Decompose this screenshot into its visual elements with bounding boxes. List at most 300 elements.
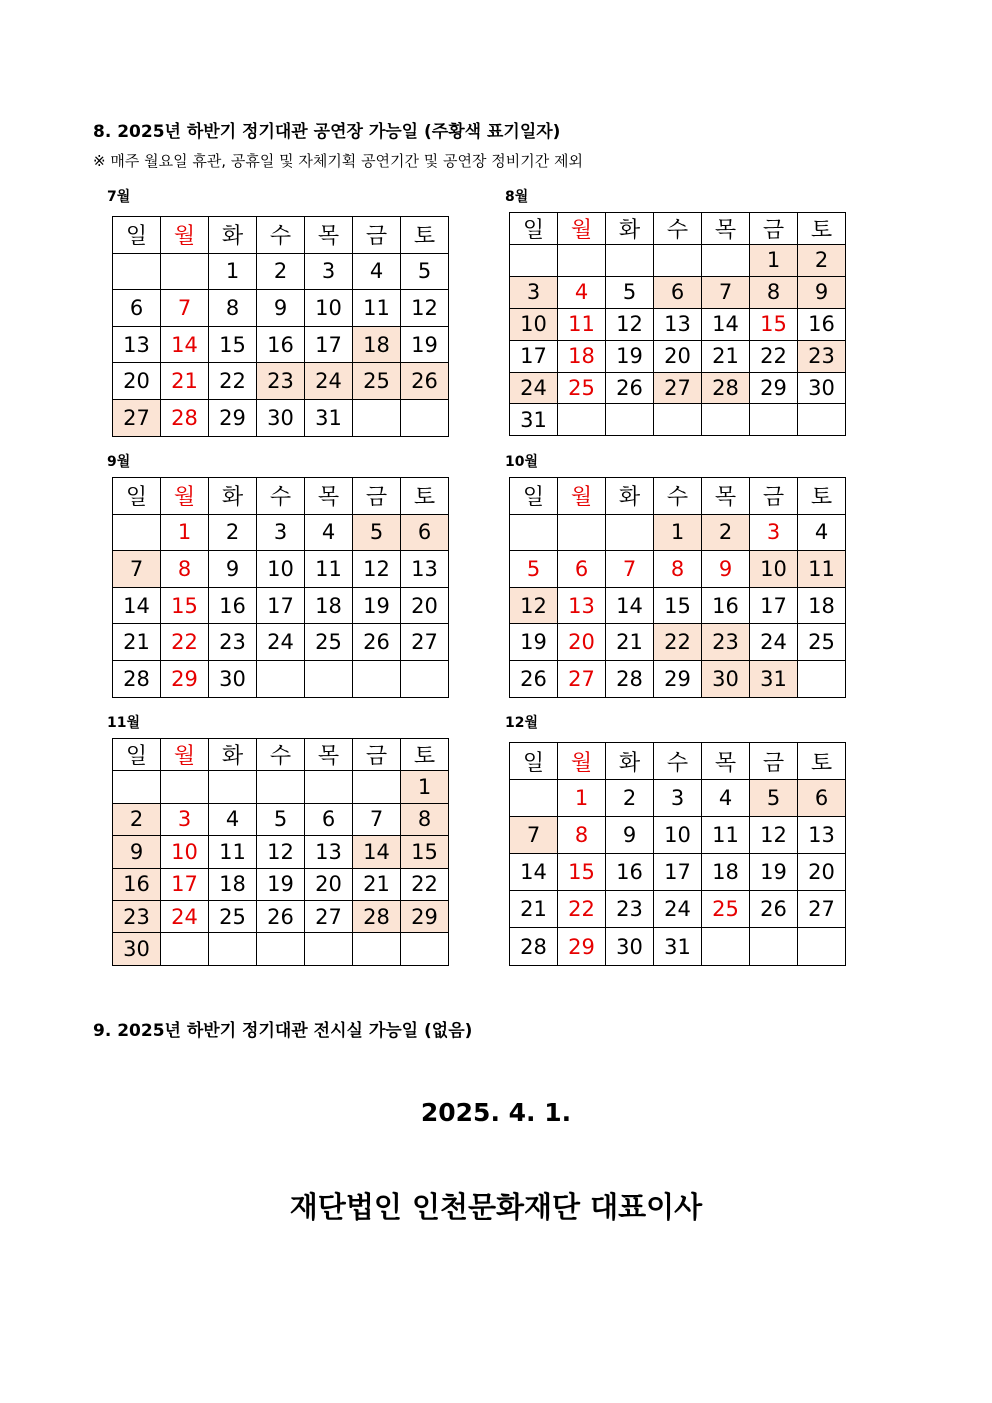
empty-day-cell (161, 933, 209, 965)
day-cell: 11 (353, 290, 401, 327)
empty-day-cell (702, 404, 750, 436)
day-cell: 22 (209, 363, 257, 400)
weekday-header-row (113, 739, 449, 771)
day-cell: 3 (750, 514, 798, 551)
empty-day-cell (209, 771, 257, 803)
day-cell: 17 (510, 340, 558, 372)
day-cell: 12 (606, 308, 654, 340)
weekday-header: 토 (798, 213, 846, 245)
week-row (510, 891, 846, 928)
day-cell: 30 (209, 660, 257, 697)
day-cell: 2 (702, 514, 750, 551)
weekday-header: 토 (401, 739, 449, 771)
week-row (113, 363, 449, 400)
day-cell: 13 (798, 817, 846, 854)
day-cell: 3 (510, 276, 558, 308)
week-row (510, 551, 846, 588)
day-cell: 15 (654, 587, 702, 624)
section-8-title: 8. 2025년 하반기 정기대관 공연장 가능일 (주황색 표기일자) (93, 122, 561, 142)
weekday-header: 월 (558, 478, 606, 515)
day-cell: 1 (401, 771, 449, 803)
empty-day-cell (558, 514, 606, 551)
day-cell: 17 (305, 326, 353, 363)
day-cell: 18 (702, 854, 750, 891)
day-cell: 12 (353, 551, 401, 588)
empty-day-cell (606, 514, 654, 551)
day-cell: 19 (353, 587, 401, 624)
day-cell: 13 (113, 326, 161, 363)
weekday-header: 화 (209, 478, 257, 515)
week-row (113, 399, 449, 436)
day-cell: 15 (161, 587, 209, 624)
week-row (113, 514, 449, 551)
empty-day-cell (113, 253, 161, 290)
empty-day-cell (654, 245, 702, 277)
day-cell: 30 (606, 928, 654, 965)
weekday-header: 목 (305, 217, 353, 254)
weekday-header: 화 (606, 743, 654, 780)
day-cell: 8 (209, 290, 257, 327)
empty-day-cell (161, 253, 209, 290)
day-cell: 4 (702, 780, 750, 817)
week-row (113, 253, 449, 290)
day-cell: 17 (161, 868, 209, 900)
day-cell: 29 (161, 660, 209, 697)
day-cell: 8 (401, 803, 449, 835)
day-cell: 8 (161, 551, 209, 588)
week-row (113, 771, 449, 803)
day-cell: 19 (606, 340, 654, 372)
day-cell: 6 (401, 514, 449, 551)
day-cell: 1 (654, 514, 702, 551)
day-cell: 12 (510, 587, 558, 624)
weekday-header: 일 (113, 478, 161, 515)
weekday-header: 월 (161, 739, 209, 771)
day-cell: 27 (401, 624, 449, 661)
day-cell: 23 (257, 363, 305, 400)
day-cell: 23 (209, 624, 257, 661)
day-cell: 18 (798, 587, 846, 624)
calendar-august (509, 212, 846, 436)
weekday-header: 수 (257, 217, 305, 254)
day-cell: 1 (558, 780, 606, 817)
weekday-header-row (113, 478, 449, 515)
day-cell: 11 (702, 817, 750, 854)
day-cell: 25 (353, 363, 401, 400)
weekday-header: 토 (798, 743, 846, 780)
day-cell: 12 (257, 836, 305, 868)
weekday-header-row (510, 478, 846, 515)
empty-day-cell (750, 404, 798, 436)
day-cell: 31 (654, 928, 702, 965)
empty-day-cell (353, 933, 401, 965)
empty-day-cell (257, 933, 305, 965)
day-cell: 5 (353, 514, 401, 551)
day-cell: 23 (702, 624, 750, 661)
day-cell: 9 (209, 551, 257, 588)
day-cell: 23 (606, 891, 654, 928)
day-cell: 27 (798, 891, 846, 928)
weekday-header: 수 (257, 739, 305, 771)
day-cell: 28 (606, 660, 654, 697)
weekday-header: 일 (510, 743, 558, 780)
day-cell: 20 (305, 868, 353, 900)
day-cell: 6 (654, 276, 702, 308)
empty-day-cell (558, 245, 606, 277)
week-row (510, 372, 846, 404)
day-cell: 2 (209, 514, 257, 551)
day-cell: 22 (558, 891, 606, 928)
day-cell: 3 (161, 803, 209, 835)
day-cell: 24 (750, 624, 798, 661)
empty-day-cell (606, 245, 654, 277)
day-cell: 3 (305, 253, 353, 290)
day-cell: 11 (209, 836, 257, 868)
week-row (113, 836, 449, 868)
day-cell: 14 (606, 587, 654, 624)
day-cell: 13 (305, 836, 353, 868)
weekday-header: 토 (401, 478, 449, 515)
day-cell: 2 (606, 780, 654, 817)
day-cell: 29 (750, 372, 798, 404)
week-row (510, 817, 846, 854)
month-label-july: 7월 (107, 189, 131, 205)
day-cell: 5 (257, 803, 305, 835)
weekday-header: 목 (702, 478, 750, 515)
day-cell: 29 (209, 399, 257, 436)
week-row (113, 624, 449, 661)
empty-day-cell (654, 404, 702, 436)
day-cell: 29 (401, 900, 449, 932)
day-cell: 23 (798, 340, 846, 372)
day-cell: 9 (798, 276, 846, 308)
day-cell: 14 (702, 308, 750, 340)
day-cell: 7 (510, 817, 558, 854)
weekday-header: 월 (558, 213, 606, 245)
week-row (510, 780, 846, 817)
day-cell: 25 (209, 900, 257, 932)
day-cell: 13 (401, 551, 449, 588)
empty-day-cell (510, 514, 558, 551)
day-cell: 9 (257, 290, 305, 327)
empty-day-cell (798, 404, 846, 436)
week-row (510, 404, 846, 436)
empty-day-cell (113, 514, 161, 551)
weekday-header-row (510, 213, 846, 245)
day-cell: 10 (750, 551, 798, 588)
week-row (510, 514, 846, 551)
day-cell: 25 (702, 891, 750, 928)
week-row (510, 928, 846, 965)
day-cell: 21 (510, 891, 558, 928)
weekday-header-row (113, 217, 449, 254)
weekday-header: 목 (305, 478, 353, 515)
day-cell: 16 (113, 868, 161, 900)
section-9-title: 9. 2025년 하반기 정기대관 전시실 가능일 (없음) (93, 1021, 473, 1041)
day-cell: 22 (401, 868, 449, 900)
month-label-december: 12월 (505, 715, 539, 731)
week-row (113, 660, 449, 697)
day-cell: 5 (401, 253, 449, 290)
day-cell: 15 (209, 326, 257, 363)
day-cell: 7 (113, 551, 161, 588)
empty-day-cell (798, 928, 846, 965)
day-cell: 7 (702, 276, 750, 308)
day-cell: 9 (606, 817, 654, 854)
day-cell: 7 (606, 551, 654, 588)
empty-day-cell (401, 660, 449, 697)
day-cell: 14 (510, 854, 558, 891)
day-cell: 20 (401, 587, 449, 624)
day-cell: 2 (113, 803, 161, 835)
month-label-august: 8월 (505, 189, 529, 205)
day-cell: 26 (401, 363, 449, 400)
day-cell: 17 (750, 587, 798, 624)
day-cell: 21 (606, 624, 654, 661)
week-row (113, 326, 449, 363)
day-cell: 20 (654, 340, 702, 372)
calendar-september (112, 477, 449, 698)
day-cell: 7 (161, 290, 209, 327)
day-cell: 17 (257, 587, 305, 624)
day-cell: 22 (750, 340, 798, 372)
empty-day-cell (510, 780, 558, 817)
day-cell: 31 (305, 399, 353, 436)
day-cell: 24 (654, 891, 702, 928)
weekday-header: 화 (606, 478, 654, 515)
day-cell: 5 (606, 276, 654, 308)
empty-day-cell (702, 928, 750, 965)
day-cell: 13 (558, 587, 606, 624)
calendar-december (509, 742, 846, 966)
day-cell: 4 (558, 276, 606, 308)
week-row (113, 900, 449, 932)
weekday-header: 화 (209, 739, 257, 771)
day-cell: 16 (257, 326, 305, 363)
day-cell: 16 (209, 587, 257, 624)
day-cell: 1 (750, 245, 798, 277)
day-cell: 27 (113, 399, 161, 436)
day-cell: 10 (257, 551, 305, 588)
weekday-header: 금 (353, 739, 401, 771)
day-cell: 2 (257, 253, 305, 290)
empty-day-cell (257, 771, 305, 803)
day-cell: 7 (353, 803, 401, 835)
day-cell: 12 (401, 290, 449, 327)
week-row (510, 854, 846, 891)
day-cell: 25 (558, 372, 606, 404)
empty-day-cell (401, 933, 449, 965)
day-cell: 28 (161, 399, 209, 436)
day-cell: 21 (702, 340, 750, 372)
empty-day-cell (113, 771, 161, 803)
week-row (510, 587, 846, 624)
day-cell: 21 (353, 868, 401, 900)
day-cell: 26 (353, 624, 401, 661)
day-cell: 22 (654, 624, 702, 661)
day-cell: 20 (558, 624, 606, 661)
day-cell: 19 (510, 624, 558, 661)
day-cell: 26 (257, 900, 305, 932)
day-cell: 18 (353, 326, 401, 363)
weekday-header-row (510, 743, 846, 780)
day-cell: 30 (257, 399, 305, 436)
day-cell: 31 (750, 660, 798, 697)
weekday-header: 월 (558, 743, 606, 780)
week-row (510, 276, 846, 308)
day-cell: 26 (750, 891, 798, 928)
weekday-header: 목 (305, 739, 353, 771)
empty-day-cell (305, 660, 353, 697)
day-cell: 8 (654, 551, 702, 588)
calendar-november (112, 738, 449, 966)
day-cell: 16 (702, 587, 750, 624)
weekday-header: 월 (161, 478, 209, 515)
day-cell: 6 (558, 551, 606, 588)
weekday-header: 금 (353, 217, 401, 254)
week-row (113, 933, 449, 965)
day-cell: 10 (305, 290, 353, 327)
day-cell: 14 (113, 587, 161, 624)
weekday-header: 금 (750, 213, 798, 245)
day-cell: 6 (798, 780, 846, 817)
day-cell: 27 (558, 660, 606, 697)
day-cell: 13 (654, 308, 702, 340)
day-cell: 14 (161, 326, 209, 363)
day-cell: 19 (750, 854, 798, 891)
month-label-september: 9월 (107, 454, 131, 470)
day-cell: 11 (558, 308, 606, 340)
day-cell: 22 (161, 624, 209, 661)
day-cell: 29 (558, 928, 606, 965)
day-cell: 29 (654, 660, 702, 697)
day-cell: 10 (161, 836, 209, 868)
weekday-header: 일 (113, 217, 161, 254)
weekday-header: 토 (401, 217, 449, 254)
empty-day-cell (750, 928, 798, 965)
day-cell: 14 (353, 836, 401, 868)
weekday-header: 일 (510, 478, 558, 515)
day-cell: 24 (510, 372, 558, 404)
day-cell: 19 (401, 326, 449, 363)
empty-day-cell (353, 399, 401, 436)
day-cell: 25 (305, 624, 353, 661)
empty-day-cell (798, 660, 846, 697)
day-cell: 23 (113, 900, 161, 932)
signer-name: 재단법인 인천문화재단 대표이사 (289, 1190, 703, 1224)
weekday-header: 일 (510, 213, 558, 245)
day-cell: 16 (606, 854, 654, 891)
month-label-october: 10월 (505, 454, 539, 470)
empty-day-cell (401, 399, 449, 436)
week-row (113, 551, 449, 588)
day-cell: 25 (798, 624, 846, 661)
day-cell: 19 (257, 868, 305, 900)
day-cell: 4 (209, 803, 257, 835)
day-cell: 18 (305, 587, 353, 624)
empty-day-cell (558, 404, 606, 436)
day-cell: 30 (702, 660, 750, 697)
week-row (510, 340, 846, 372)
day-cell: 1 (209, 253, 257, 290)
weekday-header: 토 (798, 478, 846, 515)
day-cell: 20 (113, 363, 161, 400)
day-cell: 2 (798, 245, 846, 277)
day-cell: 27 (305, 900, 353, 932)
calendar-july (112, 216, 449, 437)
week-row (113, 803, 449, 835)
week-row (113, 587, 449, 624)
week-row (510, 660, 846, 697)
weekday-header: 수 (654, 743, 702, 780)
weekday-header: 금 (353, 478, 401, 515)
day-cell: 24 (257, 624, 305, 661)
day-cell: 10 (510, 308, 558, 340)
week-row (113, 868, 449, 900)
empty-day-cell (606, 404, 654, 436)
weekday-header: 화 (606, 213, 654, 245)
day-cell: 30 (113, 933, 161, 965)
day-cell: 6 (113, 290, 161, 327)
empty-day-cell (161, 771, 209, 803)
day-cell: 9 (113, 836, 161, 868)
day-cell: 18 (558, 340, 606, 372)
day-cell: 27 (654, 372, 702, 404)
empty-day-cell (510, 245, 558, 277)
section-8-note: ※ 매주 월요일 휴관, 공휴일 및 자체기획 공연기간 및 공연장 정비기간 제외 (93, 152, 583, 170)
weekday-header: 수 (257, 478, 305, 515)
day-cell: 10 (654, 817, 702, 854)
day-cell: 4 (305, 514, 353, 551)
day-cell: 28 (702, 372, 750, 404)
day-cell: 6 (305, 803, 353, 835)
week-row (113, 290, 449, 327)
weekday-header: 월 (161, 217, 209, 254)
day-cell: 30 (798, 372, 846, 404)
empty-day-cell (353, 771, 401, 803)
day-cell: 21 (113, 624, 161, 661)
day-cell: 24 (161, 900, 209, 932)
day-cell: 15 (401, 836, 449, 868)
week-row (510, 624, 846, 661)
day-cell: 3 (257, 514, 305, 551)
day-cell: 11 (798, 551, 846, 588)
day-cell: 11 (305, 551, 353, 588)
empty-day-cell (353, 660, 401, 697)
day-cell: 24 (305, 363, 353, 400)
weekday-header: 금 (750, 478, 798, 515)
day-cell: 15 (558, 854, 606, 891)
weekday-header: 목 (702, 743, 750, 780)
week-row (510, 245, 846, 277)
day-cell: 5 (750, 780, 798, 817)
day-cell: 28 (113, 660, 161, 697)
day-cell: 26 (606, 372, 654, 404)
empty-day-cell (209, 933, 257, 965)
day-cell: 1 (161, 514, 209, 551)
weekday-header: 금 (750, 743, 798, 780)
day-cell: 12 (750, 817, 798, 854)
day-cell: 17 (654, 854, 702, 891)
day-cell: 5 (510, 551, 558, 588)
empty-day-cell (702, 245, 750, 277)
day-cell: 4 (798, 514, 846, 551)
empty-day-cell (257, 660, 305, 697)
day-cell: 31 (510, 404, 558, 436)
day-cell: 21 (161, 363, 209, 400)
day-cell: 26 (510, 660, 558, 697)
day-cell: 20 (798, 854, 846, 891)
